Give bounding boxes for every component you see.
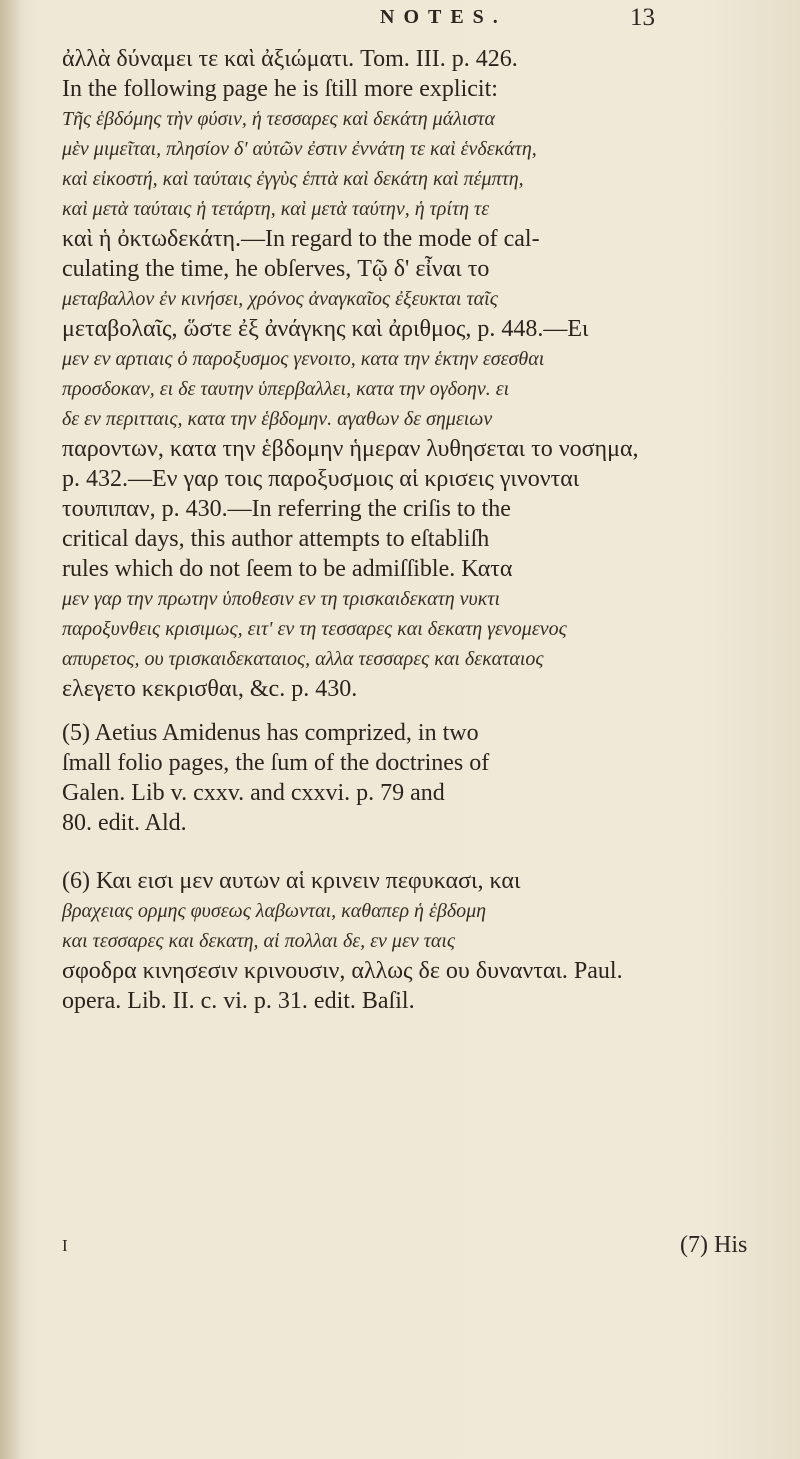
catchword: (7) His [680,1232,748,1258]
text-line: παροντων, κατα την ἑβδομην ἡμεραν λυθησεται το νοσημα, [62,436,639,462]
text-line: In the following page he is ſtill more explicit: [62,76,498,102]
text-line: rules which do not ſeem to be admiſſible. Κατα [62,556,513,582]
running-head: NOTES. [380,6,507,28]
text-line: μὲν μιμεῖται, πλησίον δ' αὐτῶν ἐστιν ἐννάτη τε καὶ ἑνδεκάτη, [62,138,537,160]
text-line: μεν γαρ την πρωτην ὑποθεσιν εν τη τρισκαιδεκατη νυκτι [62,588,501,610]
paragraph-gap [62,704,774,718]
page-number: 13 [630,4,655,31]
text-line: προσδοκαν, ει δε ταυτην ὑπερβαλλει, κατα την ογδοην. ει [62,378,510,400]
text-line: culating the time, he obſerves, Τῷ δ' εἶναι το [62,256,490,282]
text-line: καὶ μετὰ ταύταις ἡ τετάρτη, καὶ μετὰ ταύτην, ἡ τρίτη τε [62,198,490,220]
signature-mark: I [62,1236,68,1255]
text-line: opera. Lib. II. c. vi. p. 31. edit. Baſil. [62,988,415,1014]
text-line: απυρετος, ου τρισκαιδεκαταιος, αλλα τεσσαρες και δεκαταιος [62,648,544,670]
text-line: δε εν περιτταις, κατα την ἑβδομην. αγαθων δε σημειων [62,408,493,430]
text-line: (6) Και εισι μεν αυτων αἱ κρινειν πεφυκασι, και [62,868,521,894]
text-line: και τεσσαρες και δεκατη, αἱ πολλαι δε, εν μεν ταις [62,930,456,952]
text-line: καὶ ἡ ὀκτωδεκάτη.—In regard to the mode of cal- [62,226,540,252]
text-line: p. 432.—Εν γαρ τοις παροξυσμοις αἱ κρισεις γινονται [62,466,580,492]
text-line: μεν εν αρτιαις ὁ παροξυσμος γενοιτο, κατα την ἑκτην εσεσθαι [62,348,545,370]
text-line: ἀλλὰ δύναμει τε καὶ ἀξιώματι. Tom. III. p. 426. [62,46,518,72]
text-line: Τῆς ἑβδόμης τὴν φύσιν, ἡ τεσσαρες καὶ δεκάτη μάλιστα [62,108,495,130]
text-line: 80. edit. Ald. [62,810,187,836]
text-line: (5) Aetius Amidenus has comprized, in two [62,720,479,746]
paragraph-gap [62,838,774,866]
text-line: critical days, this author attempts to eſtabliſh [62,526,490,552]
text-line: μεταβαλλον ἐν κινήσει, χρόνος ἀναγκαῖος ἐξευκται ταῖς [62,288,498,310]
text-line: ſmall folio pages, the ſum of the doctrines of [62,750,490,776]
page-gutter [0,0,22,1459]
text-line: ελεγετο κεκρισθαι, &c. p. 430. [62,676,358,702]
text-line: βραχειας ορμης φυσεως λαβωνται, καθαπερ ἡ ἑβδομη [62,900,487,922]
text-line: σφοδρα κινησεσιν κρινουσιν, αλλως δε ου δυνανται. Paul. [62,958,623,984]
text-line: καὶ εἰκοστή, καὶ ταύταις ἐγγὺς ἑπτὰ καὶ δεκάτη καὶ πέμπτη, [62,168,524,190]
text-line: Galen. Lib v. cxxv. and cxxvi. p. 79 and [62,780,445,806]
text-line: τουπιπαν, p. 430.—In referring the criſis to the [62,496,511,522]
notes-text [62,44,774,1016]
text-line: παροξυνθεις κρισιμως, ειτ' εν τη τεσσαρες και δεκατη γενομενος [62,618,567,640]
text-line: μεταβολαῖς, ὥστε ἐξ ἀνάγκης καὶ ἀριθμος, p. 448.—Ει [62,316,589,342]
page-header [0,2,800,38]
